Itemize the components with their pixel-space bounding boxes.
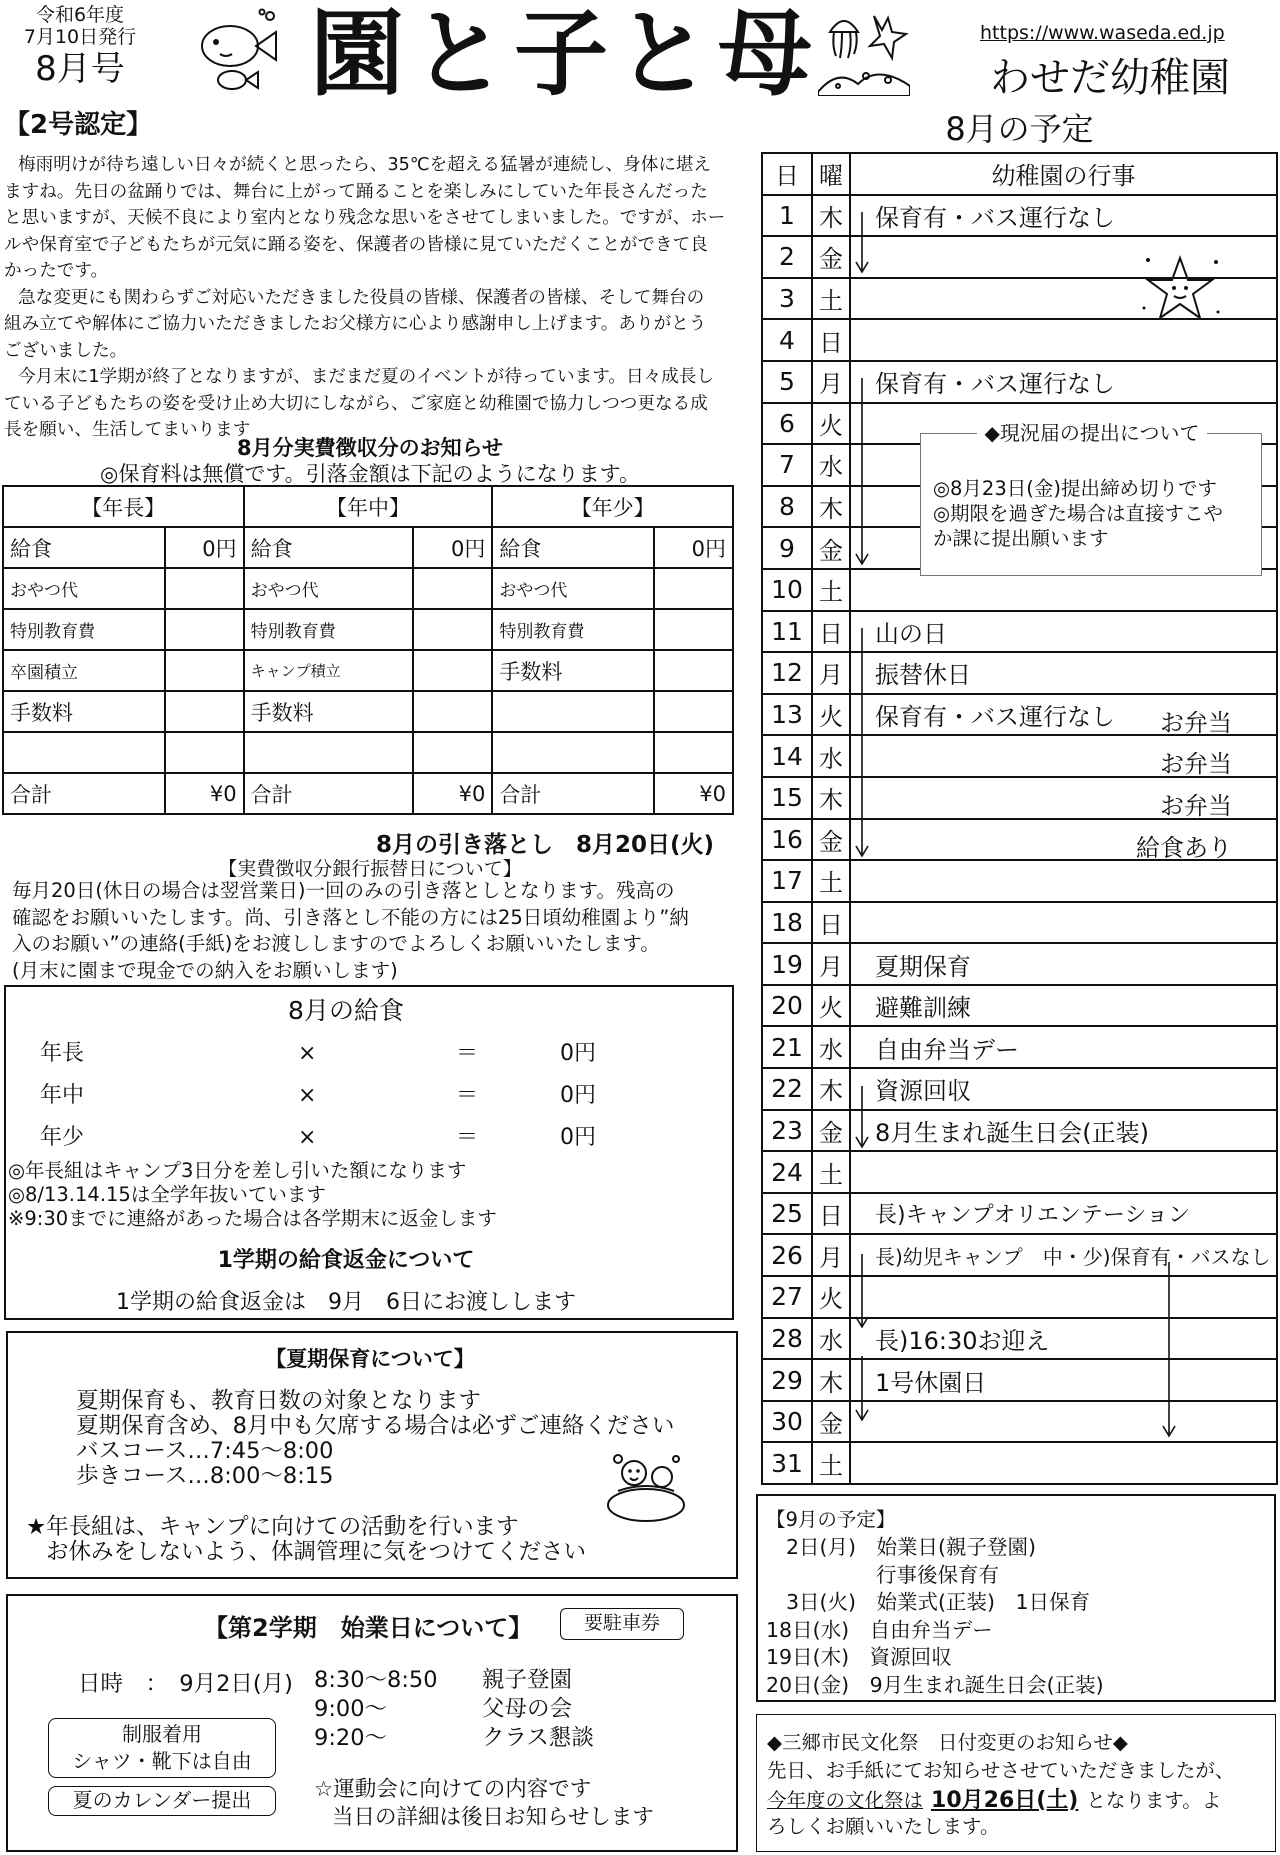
schedule-event-text: 資源回収 [875,1077,971,1106]
schedule-row [762,1234,1277,1276]
fee-value [654,732,733,773]
withdrawal-line: 入のお願い”の連絡(手紙)をお渡ししますのでよろしくお願いいたします。 [12,932,660,955]
schedule-row [762,1110,1277,1152]
list-item [314,1724,654,1753]
term2-times [314,1666,654,1753]
schedule-weekday: 木 [812,1359,850,1401]
fee-label: キャンプ積立 [244,650,414,691]
schedule-event-note: お弁当 [1160,791,1232,820]
fee-value [165,609,244,650]
issue-date: 7月10日発行 [23,26,137,48]
lunch-times: × [298,1083,317,1108]
schedule-weekday: 月 [812,943,850,985]
schedule-header-weekday: 曜 [812,153,850,195]
schedule-event [850,1234,1277,1276]
festival-text: となります。よ [1086,1789,1222,1812]
notice-line: ◎8月23日(金)提出締め切りです [933,477,1217,500]
festival-underlined: 今年度の文化祭は [767,1789,924,1812]
fee-label: おやつ代 [3,568,165,609]
schedule-day: 19 [762,943,812,985]
schedule-event-text: 保育有・バス運行なし [875,203,1115,232]
schedule-day: 31 [762,1442,812,1484]
september-list [766,1534,1104,1699]
intro-line: 組み立てや解体にご協力いただきましたお父様方に心より感謝申し上げます。ありがとう [4,314,707,334]
schedule-day: 27 [762,1276,812,1318]
table-row [3,527,733,568]
schedule-weekday: 火 [812,1276,850,1318]
list-item [314,1666,654,1695]
schedule-event-text: 保育有・バス運行なし [875,370,1115,399]
schedule-day: 11 [762,611,812,653]
schedule-day: 5 [762,361,812,403]
withdrawal-line: 確認をお願いいたします。尚、引き落とし不能の方には25日頃幼稚園より”納 [12,905,689,929]
lunch-amount: 0円 [560,1041,596,1066]
schedule-row [762,694,1277,736]
fee-value [165,691,244,732]
schedule-day: 28 [762,1318,812,1360]
fee-total-value: ¥0 [413,773,492,814]
schedule-weekday: 金 [812,1110,850,1152]
schedule-day: 17 [762,860,812,902]
fee-value [654,568,733,609]
fee-total-value: ¥0 [654,773,733,814]
schedule-weekday: 水 [812,1318,850,1360]
fee-label [3,732,165,773]
lunch-times: × [298,1041,317,1066]
summer-care-box [6,1331,738,1579]
schedule-header-day: 日 [762,153,812,195]
notice-line: ◎期限を過ぎた場合は直接すこや [933,502,1224,525]
schedule-row [762,819,1277,861]
withdrawal-line: 毎月20日(休日の場合は翌営業日)一回のみの引き落としとなります。残高の [12,879,675,902]
schedule-weekday: 金 [812,236,850,278]
schedule-row [762,1026,1277,1068]
fee-label [492,732,654,773]
refund-title: 1学期の給食返金について [217,1248,475,1273]
fee-total-label: 合計 [3,773,165,814]
list-item: 20日(金) 9月生まれ誕生日会(正装) [766,1672,1104,1697]
fee-value: 0円 [165,527,244,568]
intro-line: 今月末に1学期が終了となりますが、まだまだ夏のイベントが待っています。日々成長し [18,367,714,387]
schedule-row [762,1276,1277,1318]
schedule-event-note: お弁当 [1160,708,1232,737]
schedule-weekday: 水 [812,1026,850,1068]
september-schedule-box [756,1494,1276,1702]
fee-value [165,732,244,773]
fee-label: 手数料 [3,691,165,732]
schedule-weekday: 日 [812,611,850,653]
lunch-title: 8月の給食 [288,996,404,1025]
table-row [3,773,733,814]
schedule-row [762,652,1277,694]
schedule-weekday: 木 [812,486,850,528]
schedule-event-text: 8月生まれ誕生日会(正装) [875,1118,1149,1147]
withdrawal-subheading: 【実費徴収分銀行振替日について】 [218,858,522,880]
lunch-grade: 年中 [40,1083,85,1108]
lunch-times: × [298,1125,317,1150]
withdrawal-text [12,878,742,984]
schedule-weekday: 月 [812,1234,850,1276]
schedule-event-text: 長)キャンプオリエンテーション [875,1203,1191,1229]
summer-line: 夏期保育も、教育日数の対象となります [76,1388,482,1414]
schedule-row [762,361,1277,403]
summer-star-note [26,1515,586,1565]
intro-line: かったです。 [4,261,109,281]
term2-event: クラス懇談 [482,1725,594,1751]
website-link[interactable]: https://www.waseda.ed.jp [980,22,1225,44]
schedule-event-text: 振替休日 [875,661,971,690]
schedule-event [850,694,1277,736]
term2-title: 【第2学期 始業日について】 [204,1614,533,1642]
term2-date: 日時 ： 9月2日(月) [78,1671,293,1697]
summer-star-line: お休みをしないよう、体調管理に気をつけてください [46,1539,587,1565]
schedule-day: 30 [762,1401,812,1443]
summer-line: バスコース…7:45～8:00 [76,1438,334,1464]
schedule-day: 9 [762,527,812,569]
stars-illustration-icon [1140,252,1222,328]
schedule-day: 6 [762,403,812,445]
schedule-day: 13 [762,694,812,736]
schedule-event [850,902,1277,944]
lunch-note: ※9:30までに連絡があった場合は各学期末に返金します [8,1207,497,1230]
schedule-day: 7 [762,444,812,486]
schedule-day: 22 [762,1068,812,1110]
lunch-grade: 年少 [40,1125,85,1150]
schedule-event [850,943,1277,985]
schedule-row [762,943,1277,985]
schedule-day: 23 [762,1110,812,1152]
schedule-row [762,1068,1277,1110]
schedule-day: 20 [762,985,812,1027]
fee-total-label: 合計 [244,773,414,814]
schedule-row [762,195,1277,237]
issue-month: 8月号 [35,49,125,89]
fee-label: 給食 [492,527,654,568]
sports-line: 当日の詳細は後日お知らせします [332,1805,654,1830]
status-report-notice [920,421,1262,576]
intro-line: ございました。 [4,340,128,361]
schedule-day: 2 [762,236,812,278]
fee-label: 特別教育費 [244,609,414,650]
schedule-row [762,985,1277,1027]
schedule-day: 14 [762,735,812,777]
schedule-row [762,860,1277,902]
schedule-event [850,1442,1277,1484]
list-item [40,1033,700,1075]
fee-label [492,691,654,732]
schedule-day: 15 [762,777,812,819]
schedule-event [850,1318,1277,1360]
list-item [314,1695,654,1724]
lunch-equals: ＝ [456,1041,479,1066]
fee-label: おやつ代 [492,568,654,609]
festival-title: ◆三郷市民文化祭 日付変更のお知らせ◆ [767,1731,1128,1754]
fee-label [244,732,414,773]
intro-line: 梅雨明けが待ち遠しい日々が続くと思ったら、35℃を超える猛暑が連続し、身体に堪え [18,155,712,175]
schedule-event-text: 保育有・バス運行なし [875,703,1115,732]
schedule-title: 8月の予定 [945,110,1094,148]
schedule-event [850,1068,1277,1110]
fee-label: おやつ代 [244,568,414,609]
schedule-weekday: 火 [812,694,850,736]
notice-line: か課に提出願います [933,527,1109,550]
september-title: 【9月の予定】 [766,1508,896,1531]
schedule-weekday: 土 [812,569,850,611]
fee-value [654,691,733,732]
children-playing-illustration-icon [604,1451,688,1527]
fee-value: 0円 [413,527,492,568]
schedule-row [762,1359,1277,1401]
sports-day-note [314,1776,654,1832]
table-row [3,650,733,691]
festival-notice-box [756,1714,1276,1852]
schedule-weekday: 日 [812,1193,850,1235]
fee-label: 給食 [244,527,414,568]
schedule-day: 29 [762,1359,812,1401]
fee-value [654,650,733,691]
uniform-note [48,1718,276,1778]
intro-line: 長を願い、生活してまいります [4,420,251,440]
summer-line: 歩きコース…8:00～8:15 [76,1463,334,1489]
table-row [3,732,733,773]
withdrawal-heading: 8月の引き落とし 8月20日(火) [376,832,715,858]
schedule-event-text: 自由弁当デー [875,1035,1019,1064]
list-item: 2日(月) 始業日(親子登園) [786,1535,1037,1559]
lunch-equals: ＝ [456,1083,479,1108]
intro-line: ている子どもたちの姿を受け止め大切にしながら、ご家庭と幼稚園で協力しつつ更なる成 [4,393,708,414]
lunch-amount: 0円 [560,1083,596,1108]
schedule-event [850,361,1277,403]
fee-value [165,650,244,691]
schedule-event [850,1110,1277,1152]
issue-info [0,4,160,90]
schedule-row [762,902,1277,944]
fee-label: 特別教育費 [492,609,654,650]
schedule-event [850,860,1277,902]
fee-label: 特別教育費 [3,609,165,650]
fee-value: 0円 [654,527,733,568]
list-item: 19日(木) 資源回収 [766,1645,952,1669]
newsletter-title: 園と子と母 [310,0,821,109]
schedule-day: 24 [762,1151,812,1193]
status-report-title: ◆現況届の提出について [977,421,1208,445]
schedule-weekday: 金 [812,819,850,861]
uniform-line: シャツ・靴下は自由 [72,1749,252,1773]
table-row [3,691,733,732]
schedule-header-event: 幼稚園の行事 [850,153,1277,195]
table-row [3,568,733,609]
lunch-grade: 年長 [40,1041,85,1066]
fees-group-header: 【年長】 [3,486,244,527]
fees-note: ◎保育料は無償です。引落金額は下記のようになります。 [100,462,640,486]
refund-text: 1学期の給食返金は 9月 6日にお渡しします [116,1290,576,1315]
schedule-weekday: 土 [812,278,850,320]
schedule-weekday: 月 [812,361,850,403]
schedule-event [850,985,1277,1027]
calendar-submit-note: 夏のカレンダー提出 [48,1786,276,1816]
list-item: 行事後保育有 [876,1562,999,1587]
term2-time: 9:00～ [314,1696,388,1722]
category-label: 【2号認定】 [4,110,153,140]
schedule-row [762,735,1277,777]
fees-group-header: 【年中】 [244,486,493,527]
fee-value [413,732,492,773]
schedule-row [762,1318,1277,1360]
schedule-weekday: 土 [812,1442,850,1484]
term2-event: 親子登園 [482,1667,573,1693]
schedule-day: 8 [762,486,812,528]
schedule-weekday: 水 [812,444,850,486]
schedule-row [762,1151,1277,1193]
schedule-weekday: 木 [812,195,850,237]
schedule-event-text: 1号休園日 [875,1368,987,1397]
schedule-event-text: 山の日 [875,619,947,648]
summer-line: 夏期保育含め、8月中も欠席する場合は必ずご連絡ください [76,1413,675,1439]
schedule-day: 10 [762,569,812,611]
schedule-weekday: 土 [812,1151,850,1193]
schedule-event [850,1193,1277,1235]
list-item: 18日(水) 自由弁当デー [766,1617,993,1642]
lunch-amount: 0円 [560,1125,596,1150]
schedule-day: 25 [762,1193,812,1235]
schedule-row [762,1193,1277,1235]
schedule-event [850,611,1277,653]
table-row [3,609,733,650]
fiscal-year: 令和6年度 [35,4,125,26]
fee-value [413,691,492,732]
schedule-event-text: 夏期保育 [875,952,971,981]
uniform-line: 制服着用 [122,1722,202,1746]
fee-value [413,609,492,650]
fees-group-header: 【年少】 [492,486,733,527]
fee-total-value: ¥0 [165,773,244,814]
schedule-weekday: 火 [812,985,850,1027]
parking-ticket-badge: 要駐車券 [560,1608,684,1640]
schedule-day: 21 [762,1026,812,1068]
schedule-weekday: 日 [812,902,850,944]
schedule-weekday: 土 [812,860,850,902]
festival-line: ろしくお願いいたします。 [767,1815,1000,1838]
fee-value [165,568,244,609]
festival-line: 先日、お手紙にてお知らせさせていただきましたが、 [767,1759,1235,1782]
schedule-event [850,1276,1277,1318]
schedule-table [761,152,1278,1485]
schedule-day: 1 [762,195,812,237]
schedule-weekday: 金 [812,527,850,569]
sea-creatures-illustration-icon [818,6,910,96]
schedule-weekday: 水 [812,735,850,777]
fee-value [413,568,492,609]
schedule-row [762,611,1277,653]
schedule-weekday: 火 [812,403,850,445]
schedule-event [850,652,1277,694]
summer-care-text [76,1389,674,1489]
schedule-weekday: 木 [812,1068,850,1110]
intro-text [4,152,744,444]
schedule-day: 3 [762,278,812,320]
sports-line: ☆運動会に向けての内容です [314,1777,592,1802]
fee-label: 手数料 [492,650,654,691]
fee-label: 手数料 [244,691,414,732]
fee-total-label: 合計 [492,773,654,814]
lunch-note: ◎8/13.14.15は全学年抜いています [8,1183,326,1206]
schedule-event-note: 給食あり [1136,833,1232,862]
status-report-text [933,476,1223,551]
schedule-day: 4 [762,319,812,361]
schedule-event [850,1151,1277,1193]
summer-care-title: 【夏期保育について】 [265,1347,475,1371]
schedule-weekday: 月 [812,652,850,694]
term2-time: 9:20～ [314,1725,388,1751]
schedule-event [850,1359,1277,1401]
schedule-day: 16 [762,819,812,861]
intro-line: と思いますが、天候不良により室内となり残念な思いをさせてしまいました。ですが、ホー [4,208,726,228]
lunch-box [4,985,734,1320]
schedule-event-text: 長)幼児キャンプ 中・少)保育有・バスなし [875,1244,1271,1269]
term2-box [6,1594,738,1852]
schedule-day: 18 [762,902,812,944]
festival-new-date: 10月26日(土) [931,1788,1079,1813]
festival-date-line [767,1783,1221,1814]
schedule-weekday: 木 [812,777,850,819]
fish-illustration-icon [190,8,280,94]
schedule-event-note: お弁当 [1160,750,1232,779]
schedule-row [762,1442,1277,1484]
schedule-weekday: 日 [812,319,850,361]
fees-title: 8月分実費徴収分のお知らせ [237,436,503,460]
school-name: わせだ幼稚園 [990,55,1230,101]
intro-line: ルや保育室で子どもたちが元気に踊る姿を、保護者の皆様に見ていただくことができて良 [4,234,708,255]
schedule-event-text: 避難訓練 [875,994,971,1023]
schedule-weekday: 金 [812,1401,850,1443]
list-item: 3日(火) 始業式(正装) 1日保育 [786,1590,1091,1614]
schedule-event [850,1401,1277,1443]
term2-time: 8:30～8:50 [314,1667,438,1693]
term2-event: 父母の会 [482,1696,573,1722]
schedule-event [850,819,1277,861]
schedule-event [850,735,1277,777]
fee-label: 卒園積立 [3,650,165,691]
intro-line: 急な変更にも関わらずご対応いただきました役員の皆様、保護者の皆様、そして舞台の [18,287,705,308]
schedule-row [762,777,1277,819]
list-item [40,1075,700,1117]
lunch-equals: ＝ [456,1125,479,1150]
schedule-event [850,777,1277,819]
fee-value [413,650,492,691]
withdrawal-line: (月末に園まで現金での納入をお願いします) [12,958,398,982]
schedule-day: 12 [762,652,812,694]
lunch-note: ◎年長組はキャンプ3日分を差し引いた額になります [8,1159,467,1182]
schedule-event [850,195,1277,237]
schedule-event [850,1026,1277,1068]
list-item [40,1117,700,1159]
intro-line: ますね。先日の盆踊りでは、舞台に上がって踊ることを楽しみにしていた年長さんだった [4,181,708,202]
lunch-notes [8,1159,497,1231]
fees-table [2,485,734,815]
schedule-row [762,1401,1277,1443]
fee-value [654,609,733,650]
fee-label: 給食 [3,527,165,568]
schedule-day: 26 [762,1234,812,1276]
summer-star-line: ★年長組は、キャンプに向けての活動を行います [26,1514,519,1540]
schedule-event-text: 長)16:30お迎え [875,1326,1050,1355]
lunch-rows [40,1033,700,1159]
